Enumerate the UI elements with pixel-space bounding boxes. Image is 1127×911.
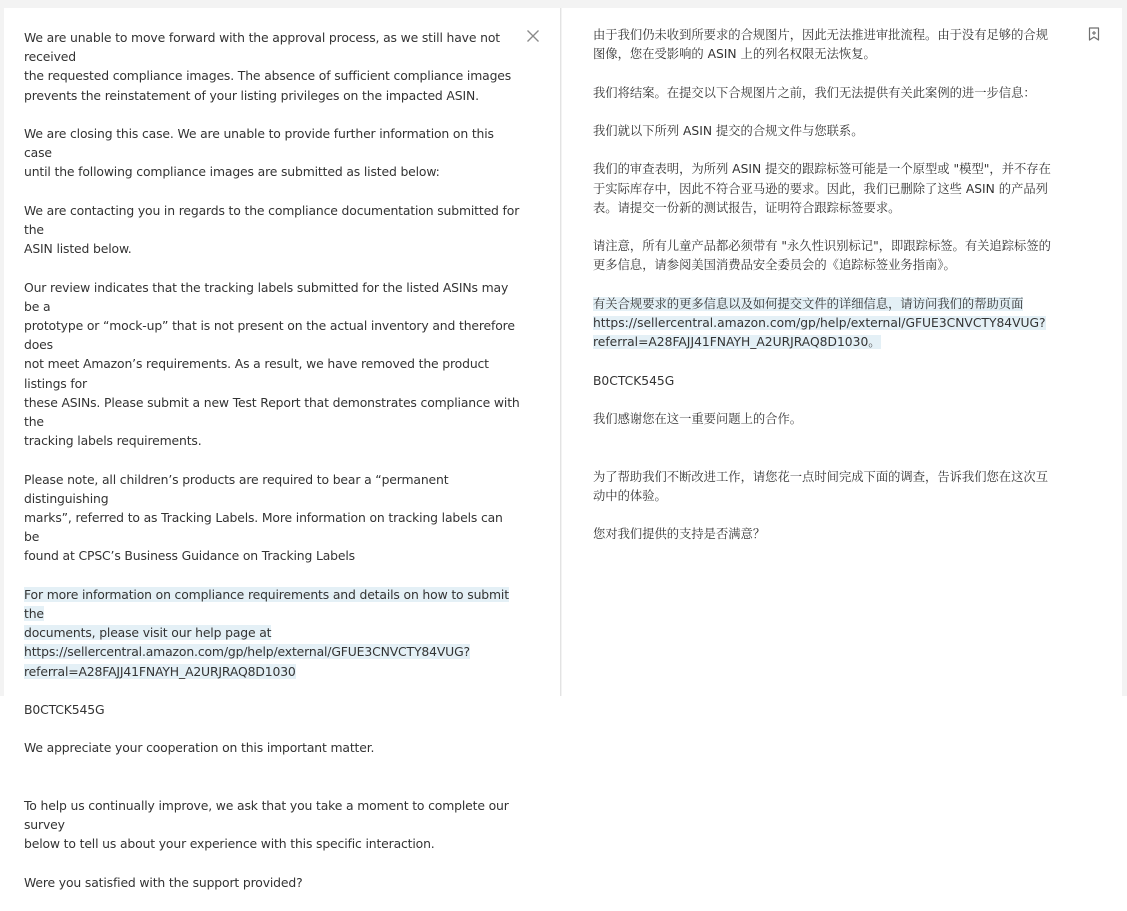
source-paragraph-closing: We are closing this case. We are unable to provide further information on this case until the following compliance images are submitted as listed below: [24,126,494,180]
translated-paragraph-approval: 由于我们仍未收到所要求的合规图片，因此无法推进审批流程。由于没有足够的合规 图像，您在受影响的 ASIN 上的列名权限无法恢复。 [593,28,1048,62]
source-paragraph-note: Please note, all children’s products are required to bear a “permanent distinguishing marks”, referred to as Tracking Labels. More information on tracking labels can be found at CPSC’s Business Guidance on Tracking Labels [24,471,503,564]
translated-paragraph-contacting: 我们就以下所列 ASIN 提交的合规文件与您联系。 [593,123,864,138]
translated-text-panel [562,8,1122,696]
source-paragraph-review: Our review indicates that the tracking labels submitted for the listed ASINs may be a prototype or “mock-up” that is not present on the actual inventory and therefore does not meet Amazon’s requirements. As a result, we have removed the product listings for these ASINs. Please submit a new Test Report that demonstrates compliance with the tracking labels requirements. [24,279,520,449]
source-asin: B0CTCK545G [24,702,105,718]
source-paragraph-approval: We are unable to move forward with the approval process, as we still have not received the requested compliance images. The absence of sufficient compliance images prevents the reinstatement of your listing privileges on the impacted ASIN. [24,30,512,103]
source-paragraph-help [24,585,520,681]
source-help-highlight[interactable]: For more information on compliance requirements and details on how to submit the documents, please visit our help page at https://sellercentral.amazon.com/gp/help/external/GFUE3CNVCTY84VUG? referral=A28FAJJ41FNAYH_A2URJRAQ8D1030 [24,586,509,679]
translated-asin: B0CTCK545G [593,373,675,388]
translated-paragraph-appreciate: 我们感谢您在这一重要问题上的合作。 [593,411,803,426]
translated-text[interactable] [593,26,1071,564]
source-text-panel [4,8,561,890]
source-paragraph-contacting: We are contacting you in regards to the compliance documentation submitted for the ASIN listed below. [24,202,520,257]
bookmark-icon[interactable] [1084,24,1104,44]
translated-paragraph-survey: 为了帮助我们不断改进工作，请您花一点时间完成下面的调查，告诉我们您在这次互 动中的体验。 [593,469,1048,503]
translated-help-highlight[interactable]: 有关合规要求的更多信息以及如何提交文件的详细信息，请访问我们的帮助页面 https://sellercentral.amazon.com/gp/help/external/GFUE3CNVCTY84VUG? referral=A28FAJJ41FNAYH_A2URJRAQ8D1030。 [593,296,1046,350]
source-paragraph-appreciate: We appreciate your cooperation on this important matter. [24,740,375,756]
source-paragraph-survey: To help us continually improve, we ask that you take a moment to complete our survey below to tell us about your experience with this specific interaction. [24,798,509,852]
close-icon[interactable] [523,26,543,46]
source-text[interactable] [24,28,520,911]
translated-paragraph-note: 请注意，所有儿童产品都必须带有 "永久性识别标记"，即跟踪标签。有关追踪标签的 更多信息，请参阅美国消费品安全委员会的《追踪标签业务指南》。 [593,239,1051,273]
translated-paragraph-help [593,295,1071,353]
source-paragraph-satisfied: Were you satisfied with the support provided? [24,874,303,890]
translated-paragraph-satisfied: 您对我们提供的支持是否满意？ [593,527,766,542]
translated-paragraph-review: 我们的审查表明，为所列 ASIN 提交的跟踪标签可能是一个原型或 "模型"，并不存在 于实际库存中，因此不符合亚马逊的要求。因此，我们已删除了这些 ASIN 的产品列 表。请提交一份新的测试报告，证明符合跟踪标签要求。 [593,162,1051,215]
translated-paragraph-closing: 我们将结案。在提交以下合规图片之前，我们无法提供有关此案例的进一步信息： [593,85,1036,100]
